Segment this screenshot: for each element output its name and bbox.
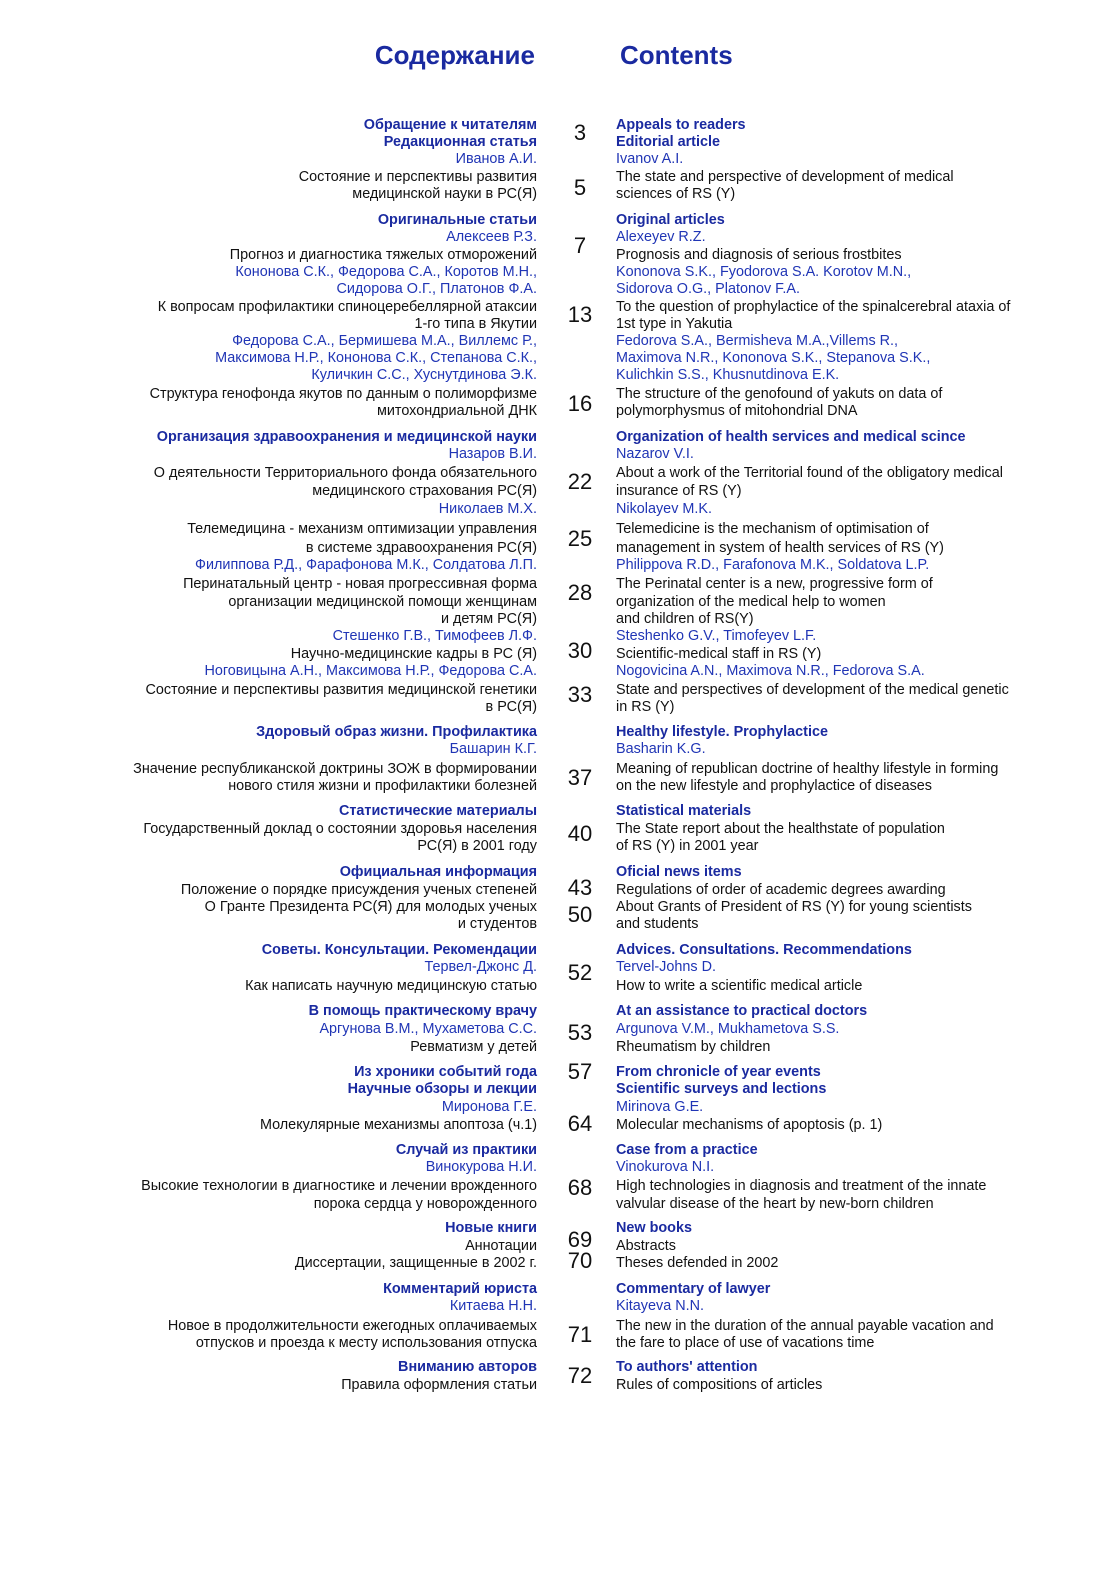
page-number: 33: [567, 682, 593, 707]
author-line-en: Alexeyev R.Z.: [616, 229, 706, 245]
author-line-en: Steshenko G.V., Timofeyev L.F.: [616, 628, 817, 644]
section-heading-ru: Вниманию авторов: [398, 1359, 537, 1375]
article-title-line-ru: Высокие технологии в диагностике и лечении врожденного: [141, 1178, 537, 1194]
page-number: 25: [567, 526, 593, 551]
page-number: 7: [573, 233, 587, 258]
author-line-ru: Стешенко Г.В., Тимофеев Л.Ф.: [332, 628, 537, 644]
article-title-line-en: The structure of the genofound of yakuts on data of: [616, 386, 943, 402]
article-title-line-en: Prognosis and diagnosis of serious frostbites: [616, 247, 902, 263]
author-line-en: Vinokurova N.I.: [616, 1159, 715, 1175]
section-heading-ru: Оригинальные статьи: [377, 212, 537, 228]
article-title-line-en: The new in the duration of the annual payable vacation and: [616, 1318, 994, 1334]
author-line-en: Nikolayev M.K.: [616, 501, 712, 517]
article-title-line-ru: К вопросам профилактики спиноцеребеллярной атаксии: [157, 299, 537, 315]
section-heading-en: Statistical materials: [616, 803, 752, 819]
article-title-line-ru: Диссертации, защищенные в 2002 г.: [294, 1255, 537, 1271]
article-title-line-ru: Новое в продолжительности ежегодных оплачиваемых: [167, 1318, 537, 1334]
page-number: 53: [567, 1020, 593, 1045]
author-line-ru: Сидорова О.Г., Платонов Ф.А.: [336, 281, 537, 297]
article-title-line-en: About Grants of President of RS (Y) for young scientists: [616, 899, 972, 915]
article-title-line-ru: Прогноз и диагностика тяжелых отморожений: [229, 247, 537, 263]
article-title-line-ru: медицинского страхования РС(Я): [312, 483, 537, 499]
article-title-line-ru: Перинатальный центр - новая прогрессивная форма: [183, 576, 537, 592]
article-title-line-ru: Ревматизм у детей: [410, 1039, 537, 1055]
article-title-line-en: Rheumatism by children: [616, 1039, 771, 1055]
author-line-en: Nazarov V.I.: [616, 446, 694, 462]
section-heading-en: Commentary of lawyer: [616, 1281, 771, 1297]
article-title-line-en: and students: [616, 916, 699, 932]
article-title-line-en: The state and perspective of development of medical: [616, 169, 954, 185]
section-heading-en: To authors' attention: [616, 1359, 758, 1375]
page-number: 64: [567, 1111, 593, 1136]
title-english: Contents: [620, 40, 733, 70]
section-heading-en: From chronicle of year events: [616, 1064, 821, 1080]
page-number: 50: [567, 902, 593, 927]
page-number: 5: [573, 175, 587, 200]
article-title-line-ru: Состояние и перспективы развития: [298, 169, 537, 185]
article-title-line-ru: организации медицинской помощи женщинам: [228, 594, 537, 610]
article-title-line-en: sciences of RS (Y): [616, 186, 736, 202]
author-line-en: Maximova N.R., Kononova S.K., Stepanova S.K.,: [616, 350, 931, 366]
author-line-ru: Максимова Н.Р., Кононова С.К., Степанова С.К.,: [215, 350, 537, 366]
page-number: 71: [567, 1322, 593, 1347]
article-title-line-en: polymorphysmus of mitohondrial DNA: [616, 403, 858, 419]
article-title-line-en: Molecular mechanisms of apoptosis (p. 1): [616, 1117, 883, 1133]
section-heading-en: Scientific surveys and lections: [616, 1081, 827, 1097]
section-heading-ru: Советы. Консультации. Рекомендации: [261, 942, 537, 958]
author-line-ru: Ноговицына А.Н., Максимова Н.Р., Федорова С.А.: [204, 663, 537, 679]
title-russian: Содержание: [374, 40, 535, 70]
article-title-line-ru: О деятельности Территориального фонда обязательного: [153, 465, 537, 481]
article-title-line-ru: в РС(Я): [485, 699, 537, 715]
article-title-line-en: Rules of compositions of articles: [616, 1377, 823, 1393]
article-title-line-ru: Государственный доклад о состоянии здоровья населения: [143, 821, 537, 837]
author-line-en: Argunova V.M., Mukhametova S.S.: [616, 1021, 840, 1037]
section-heading-ru: Случай из практики: [395, 1142, 537, 1158]
article-title-line-ru: и студентов: [457, 916, 537, 932]
section-heading-ru: Из хроники событий года: [354, 1064, 537, 1080]
article-title-line-ru: Телемедицина - механизм оптимизации управления: [187, 521, 537, 537]
section-heading-ru: Научные обзоры и лекции: [347, 1081, 537, 1097]
author-line-ru: Винокурова Н.И.: [425, 1159, 537, 1175]
article-title-line-en: on the new lifestyle and prophylactice of diseases: [616, 778, 932, 794]
author-line-ru: Филиппова Р.Д., Фарафонова М.К., Солдатова Л.П.: [195, 557, 537, 573]
article-title-line-ru: в системе здравоохранения РС(Я): [305, 540, 537, 556]
section-heading-ru: Статистические материалы: [338, 803, 537, 819]
author-line-en: Ivanov A.I.: [616, 151, 684, 167]
author-line-ru: Китаева Н.Н.: [449, 1298, 537, 1314]
article-title-line-en: Telemedicine is the mechanism of optimisation of: [616, 521, 929, 537]
article-title-line-ru: Молекулярные механизмы апоптоза (ч.1): [259, 1117, 537, 1133]
article-title-line-ru: медицинской науки в РС(Я): [352, 186, 537, 202]
page-number: 28: [567, 580, 593, 605]
article-title-line-en: The Perinatal center is a new, progressive form of: [616, 576, 933, 592]
page-number: 43: [567, 875, 593, 900]
author-line-ru: Тервел-Джонс Д.: [424, 959, 537, 975]
page-number: 57: [567, 1059, 593, 1084]
article-title-line-en: and children of RS(Y): [616, 611, 754, 627]
section-heading-en: Healthy lifestyle. Prophylactice: [616, 724, 828, 740]
author-line-ru: Алексеев Р.З.: [446, 229, 537, 245]
author-line-ru: Башарин К.Г.: [449, 741, 537, 757]
page-number: 40: [567, 821, 593, 846]
section-heading-ru: Комментарий юриста: [383, 1281, 537, 1297]
article-title-line-ru: Структура генофонда якутов по данным о полиморфизме: [149, 386, 537, 402]
article-title-line-ru: Научно-медицинские кадры в РС (Я): [290, 646, 537, 662]
author-line-en: Sidorova O.G., Platonov F.A.: [616, 281, 800, 297]
section-heading-ru: Организация здравоохранения и медицинской науки: [156, 429, 537, 445]
author-line-en: Basharin K.G.: [616, 741, 706, 757]
section-heading-ru: Новые книги: [445, 1220, 537, 1236]
article-title-line-en: The State report about the healthstate of population: [616, 821, 945, 837]
author-line-ru: Куличкин С.С., Хуснутдинова Э.К.: [311, 367, 537, 383]
section-heading-en: Oficial news items: [616, 864, 742, 880]
article-title-line-ru: Как написать научную медицинскую статью: [245, 978, 537, 994]
article-title-line-ru: Положение о порядке присуждения ученых степеней: [180, 882, 537, 898]
article-title-line-en: Scientific-medical staff in RS (Y): [616, 646, 822, 662]
article-title-line-ru: порока сердца у новорожденного: [313, 1196, 537, 1212]
article-title-line-en: How to write a scientific medical article: [616, 978, 863, 994]
page-number: 22: [567, 469, 593, 494]
page-number: 70: [567, 1248, 593, 1273]
article-title-line-en: 1st type in Yakutia: [616, 316, 733, 332]
article-title-line-en: Regulations of order of academic degrees awarding: [616, 882, 946, 898]
author-line-en: Kitayeva N.N.: [616, 1298, 704, 1314]
page-number: 69: [567, 1227, 593, 1252]
section-heading-ru: В помощь практическому врачу: [308, 1003, 537, 1019]
section-heading-en: Editorial article: [616, 134, 720, 150]
article-title-line-ru: митохондриальной ДНК: [376, 403, 537, 419]
page-number: 37: [567, 765, 593, 790]
author-line-ru: Назаров В.И.: [448, 446, 537, 462]
section-heading-en: Organization of health services and medical scince: [616, 429, 966, 445]
section-heading-ru: Обращение к читателям: [363, 117, 537, 133]
article-title-line-ru: отпусков и проезда к месту использования отпуска: [195, 1335, 537, 1351]
article-title-line-ru: и детям РС(Я): [440, 611, 537, 627]
author-line-en: Nogovicina A.N., Maximova N.R., Fedorova S.A.: [616, 663, 925, 679]
article-title-line-en: State and perspectives of development of the medical genetic: [616, 682, 1009, 698]
page-number: 16: [567, 391, 593, 416]
author-line-ru: Федорова С.А., Бермишева М.А., Виллемс Р.,: [232, 333, 537, 349]
page-number: 13: [567, 302, 593, 327]
author-line-ru: Кононова С.К., Федорова С.А., Коротов М.Н.,: [235, 264, 537, 280]
author-line-en: Kononova S.K., Fyodorova S.A. Korotov M.N.,: [616, 264, 912, 280]
author-line-en: Kulichkin S.S., Khusnutdinova E.K.: [616, 367, 840, 383]
article-title-line-en: organization of the medical help to women: [616, 594, 886, 610]
section-heading-en: Original articles: [616, 212, 725, 228]
page-number: 72: [567, 1363, 593, 1388]
author-line-en: Philippova R.D., Farafonova M.K., Soldatova L.P.: [616, 557, 930, 573]
page-number: 68: [567, 1175, 593, 1200]
article-title-line-en: valvular disease of the heart by new-born children: [616, 1196, 934, 1212]
section-heading-en: Advices. Consultations. Recommendations: [616, 942, 912, 958]
article-title-line-en: the fare to place of use of vacations time: [616, 1335, 875, 1351]
article-title-line-ru: Правила оформления статьи: [341, 1377, 537, 1393]
article-title-line-en: Theses defended in 2002: [616, 1255, 779, 1271]
article-title-line-en: Abstracts: [616, 1238, 676, 1254]
article-title-line-ru: РС(Я) в 2001 году: [417, 838, 537, 854]
article-title-line-ru: 1-го типа в Якутии: [414, 316, 537, 332]
article-title-line-en: of RS (Y) in 2001 year: [616, 838, 759, 854]
section-heading-en: Case from a practice: [616, 1142, 758, 1158]
article-title-line-ru: нового стиля жизни и профилактики болезней: [228, 778, 537, 794]
section-heading-en: Appeals to readers: [616, 117, 746, 133]
section-heading-ru: Официальная информация: [339, 864, 537, 880]
article-title-line-en: High technologies in diagnosis and treatment of the innate: [616, 1178, 987, 1194]
article-title-line-en: About a work of the Territorial found of the obligatory medical: [616, 465, 1003, 481]
author-line-ru: Николаев М.Х.: [438, 501, 537, 517]
article-title-line-en: insurance of RS (Y): [616, 483, 742, 499]
page-number: 30: [567, 638, 593, 663]
section-heading-en: New books: [616, 1220, 692, 1236]
article-title-line-en: management in system of health services of RS (Y): [616, 540, 944, 556]
author-line-en: Mirinova G.E.: [616, 1099, 704, 1115]
article-title-line-ru: О Гранте Президента РС(Я) для молодых ученых: [204, 899, 537, 915]
article-title-line-ru: Аннотации: [465, 1238, 537, 1254]
author-line-ru: Миронова Г.Е.: [441, 1099, 537, 1115]
section-heading-en: At an assistance to practical doctors: [616, 1003, 868, 1019]
author-line-en: Tervel-Johns D.: [616, 959, 716, 975]
page-number: 3: [573, 120, 587, 145]
author-line-en: Fedorova S.A., Bermisheva M.A.,Villems R.,: [616, 333, 899, 349]
article-title-line-ru: Значение республиканской доктрины ЗОЖ в формировании: [133, 761, 537, 777]
section-heading-ru: Редакционная статья: [383, 134, 537, 150]
author-line-ru: Иванов А.И.: [455, 151, 537, 167]
author-line-ru: Аргунова В.М., Мухаметова С.С.: [319, 1021, 537, 1037]
article-title-line-en: in RS (Y): [616, 699, 675, 715]
page-number: 52: [567, 960, 593, 985]
article-title-line-en: Meaning of republican doctrine of healthy lifestyle in forming: [616, 761, 999, 777]
article-title-line-ru: Состояние и перспективы развития медицинской генетики: [145, 682, 537, 698]
section-heading-ru: Здоровый образ жизни. Профилактика: [256, 724, 537, 740]
article-title-line-en: To the question of prophylactice of the spinalcerebral ataxia of: [616, 299, 1011, 315]
